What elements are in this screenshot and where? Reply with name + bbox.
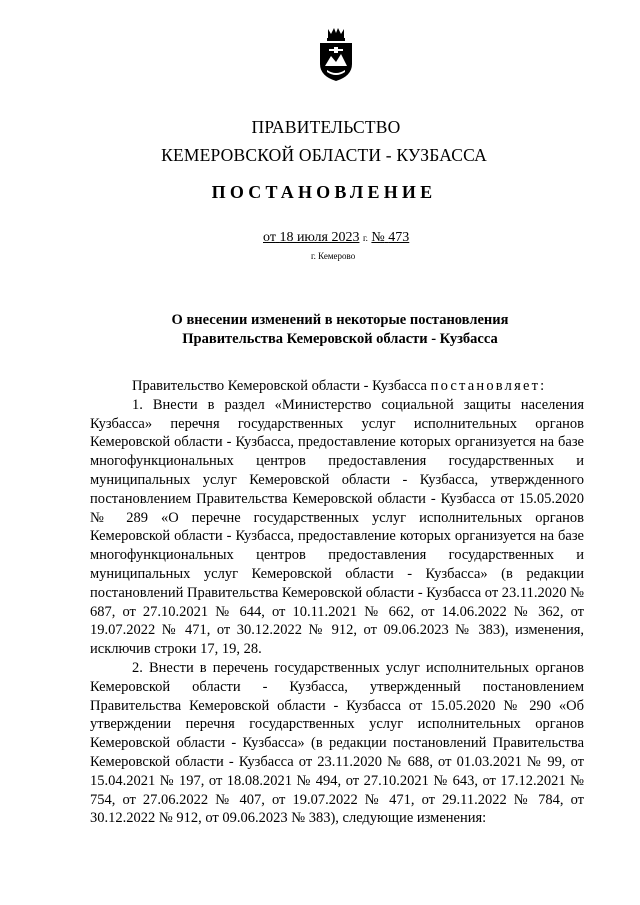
intro-verb: постановляет: [430, 378, 547, 394]
intro-paragraph [90, 377, 584, 396]
item-1-paragraph: 1. Внести в раздел «Министерство социальной защиты населения Кузбасса» перечня государственных услуг исполнительных органов Кемеровской области - Кузбасса, предоставление которых организуется на базе многофункциональных центров предоставления государственных и муниципальных услуг Кемеровской области - Кузбасса, утвержденного постановлением Правительства Кемеровской области - Кузбасса от 15.05.2020 № 289 «О перечне государственных услуг исполнительных органов Кемеровской области - Кузбасса, предоставление которых организуется на базе многофункциональных центров предоставления государственных и муниципальных услуг Кемеровской области - Кузбасса» (в редакции постановлений Правительства Кемеровской области - Кузбасса от 23.11.2020 № 687, от 27.10.2021 № 644, от 10.11.2021 № 662, от 14.06.2022 № 362, от 19.07.2022 № 471, от 30.12.2022 № 912, от 09.06.2023 № 383), изменения, исключив строки 17, 19, 28. [90, 396, 584, 658]
year-suffix: г. [362, 233, 368, 243]
subject-line1: О внесении изменений в некоторые постановления [171, 312, 509, 328]
coat-of-arms-icon [317, 26, 355, 82]
decree-number: 473 [388, 230, 410, 245]
government-name-line2: КЕМЕРОВСКОЙ ОБЛАСТИ - КУЗБАССА [161, 145, 487, 165]
document-subject [0, 311, 640, 349]
item-2-paragraph: 2. Внести в перечень государственных услуг исполнительных органов Кемеровской области - Кузбасса, утвержденный постановлением Правительства Кемеровской области - Кузбасса от 15.05.2020 № 290 «Об утверждении перечня государственных услуг исполнительных органов Кемеровской области - Кузбасса» (в редакции постановлений Правительства Кемеровской области - Кузбасса от 23.11.2020 № 688, от 01.03.2021 № 99, от 15.04.2021 № 197, от 18.08.2021 № 494, от 27.10.2021 № 643, от 17.12.2021 № 754, от 27.06.2022 № 407, от 19.07.2022 № 471, от 29.11.2022 № 784, от 30.12.2022 № 912, от 09.06.2023 № 383), следующие изменения: [90, 659, 584, 827]
date-prefix: от [263, 230, 276, 245]
dateline [263, 230, 409, 246]
government-name-line1: ПРАВИТЕЛЬСТВО [251, 117, 401, 137]
decree-date: 18 июля 2023 [279, 230, 360, 245]
intro-text: Правительство Кемеровской области - Кузбасса [132, 378, 431, 394]
subject-line2: Правительства Кемеровской области - Кузбасса [182, 331, 498, 347]
number-sign: № [371, 230, 385, 245]
city: г. Кемерово [311, 251, 356, 261]
document-type: ПОСТАНОВЛЕНИЕ [211, 182, 437, 202]
document-body [90, 377, 584, 828]
